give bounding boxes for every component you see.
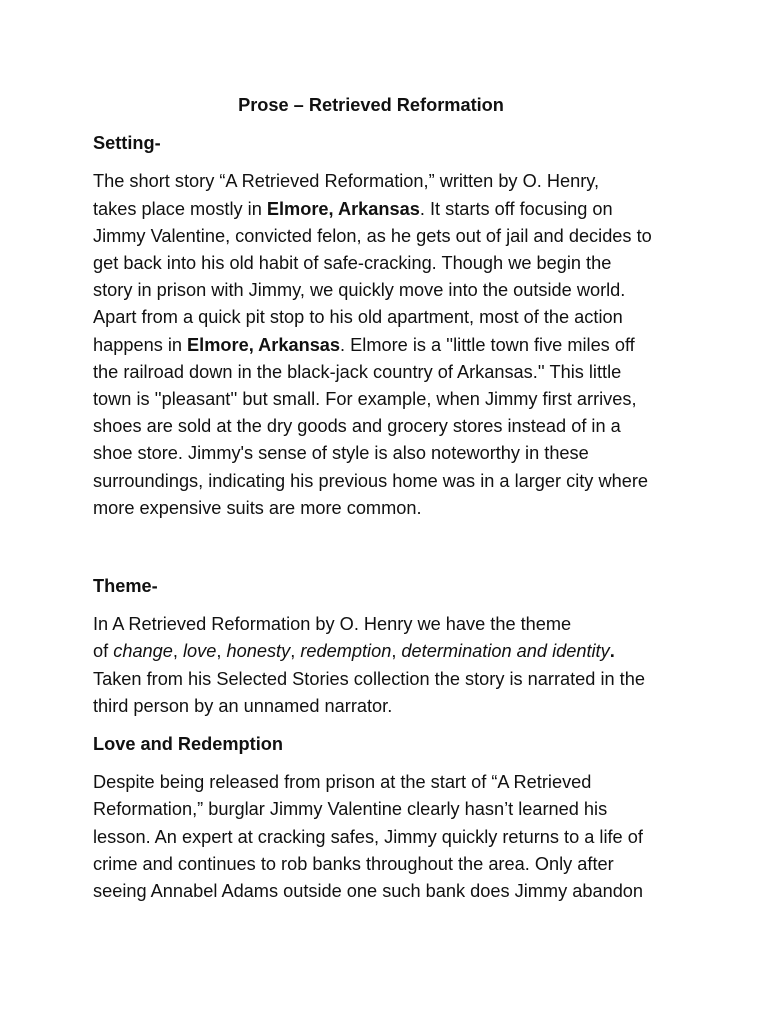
setting-line-10: shoes are sold at the dry goods and grocery stores instead of in a xyxy=(93,416,621,437)
love-redemption-paragraph xyxy=(93,769,683,905)
setting-line-6: Apart from a quick pit stop to his old apartment, most of the action xyxy=(93,307,623,328)
love-line-2: Reformation,” burglar Jimmy Valentine clearly hasn’t learned his xyxy=(93,799,608,820)
setting-line-11: shoe store. Jimmy's sense of style is also noteworthy in these xyxy=(93,443,589,464)
theme-line-2: of change, love, honesty, redemption, determination and identity. xyxy=(93,641,615,662)
love-line-5: seeing Annabel Adams outside one such bank does Jimmy abandon xyxy=(93,881,644,902)
theme-keyword: honesty xyxy=(226,641,291,662)
setting-line-3: Jimmy Valentine, convicted felon, as he gets out of jail and decides to xyxy=(93,225,652,246)
setting-line-13: more expensive suits are more common. xyxy=(93,497,422,518)
theme-paragraph xyxy=(93,611,683,720)
love-line-1: Despite being released from prison at the start of “A Retrieved xyxy=(93,772,592,793)
setting-line-2: takes place mostly in Elmore, Arkansas. It starts off focusing on xyxy=(93,198,613,219)
theme-line-1: In A Retrieved Reformation by O. Henry we have the theme xyxy=(93,614,572,635)
theme-keyword: determination and identity xyxy=(401,641,610,662)
setting-paragraph xyxy=(93,168,683,522)
love-redemption-heading: Love and Redemption xyxy=(93,734,283,755)
setting-heading: Setting- xyxy=(93,133,161,154)
document-title: Prose – Retrieved Reformation xyxy=(238,95,504,115)
setting-line-4: get back into his old habit of safe-cracking. Though we begin the xyxy=(93,253,612,274)
love-line-3: lesson. An expert at cracking safes, Jimmy quickly returns to a life of xyxy=(93,826,643,847)
setting-line-12: surroundings, indicating his previous home was in a larger city where xyxy=(93,470,648,491)
setting-line-5: story in prison with Jimmy, we quickly move into the outside world. xyxy=(93,280,626,301)
theme-line-3: Taken from his Selected Stories collection the story is narrated in the xyxy=(93,668,645,689)
theme-heading: Theme- xyxy=(93,576,158,597)
love-line-4: crime and continues to rob banks throughout the area. Only after xyxy=(93,853,614,874)
location-emphasis: Elmore, Arkansas xyxy=(187,334,341,355)
setting-line-7: happens in Elmore, Arkansas. Elmore is a ''little town five miles off xyxy=(93,334,635,355)
section-spacer xyxy=(93,533,683,573)
document-page xyxy=(93,92,683,916)
setting-line-8: the railroad down in the black-jack country of Arkansas.'' This little xyxy=(93,361,622,382)
theme-keyword: love xyxy=(183,641,217,662)
setting-line-9: town is ''pleasant'' but small. For example, when Jimmy first arrives, xyxy=(93,389,637,410)
theme-line-4: third person by an unnamed narrator. xyxy=(93,695,393,716)
theme-keyword: redemption xyxy=(300,641,392,662)
theme-keyword: change xyxy=(113,641,173,662)
location-emphasis: Elmore, Arkansas xyxy=(266,198,420,219)
setting-line-1: The short story “A Retrieved Reformation,” written by O. Henry, xyxy=(93,171,600,192)
